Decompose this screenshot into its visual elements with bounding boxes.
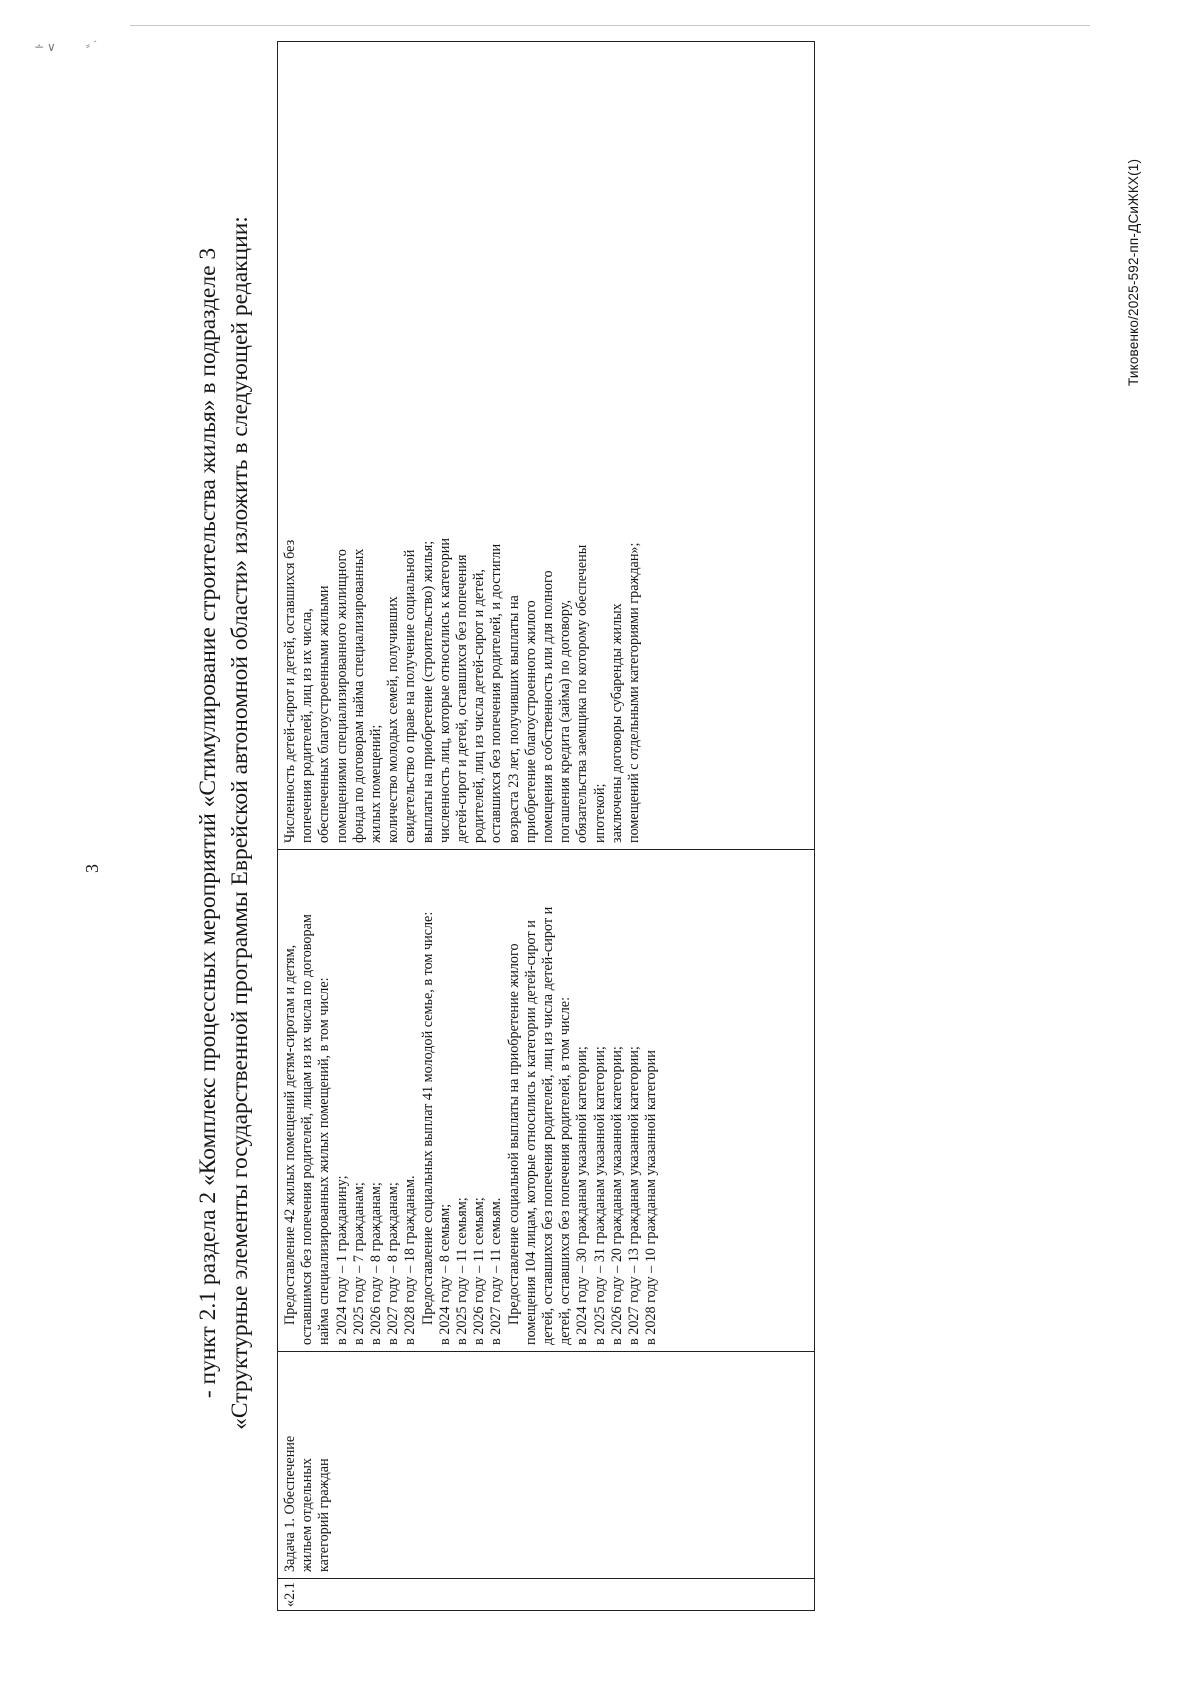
result-line: оставшихся без попечения родителей, и достигли [488,543,505,843]
result-line: обязательства заемщика по которому обеспечены [574,544,591,843]
measure-line: детей, оставшихся без попечения родителей, лиц из числа детей-сирот и [540,906,557,1345]
task-line: Задача 1. Обеспечение [282,1435,298,1572]
result-line: жилых помещений; [368,724,385,843]
result-line: свидетельство о праве на получение социальной [402,549,419,843]
measure-line: в 2024 году – 30 гражданам указанной категории; [574,1046,591,1345]
measure-line: помещения 104 лицам, которые относились к категории детей-сирот и [522,920,539,1345]
measure-line: Предоставление 42 жилых помещений детям-сиротам и детям, [282,944,298,1325]
measure-line: Предоставление социальной выплаты на приобретение жилого [505,943,522,1325]
structure-table [277,41,815,1611]
measures-cell [278,850,814,1352]
result-line: возраста 23 лет, получивших выплаты на [505,595,522,843]
heading-line-1: - пункт 2.1 раздела 2 «Комплекс процессных мероприятий «Стимулирование строительства жилья» в подразделе 3 [195,247,221,1399]
result-line: фонда по договорам найма специализированных [350,548,367,843]
scan-artifact-mark: ⸗ ˊ [86,38,97,52]
measure-line: найма специализированных жилых помещений, в том числе: [316,977,333,1345]
measure-line: в 2025 году – 31 гражданам указанной категории; [591,1046,608,1345]
scan-artifact-mark: ∸ ∨ [34,40,56,54]
measure-line: в 2027 году – 11 семьям. [488,1197,505,1345]
measure-line: Предоставление социальных выплат 41 молодой семье, в том числе: [419,911,436,1325]
result-line: попечения родителей, лиц из их числа, [299,608,316,843]
page-heading [192,43,256,1603]
measure-line: в 2025 году – 11 семьям; [454,1197,471,1345]
task-line: категорий граждан [316,1458,333,1572]
task-line: жильем отдельных [299,1458,316,1572]
measure-line: в 2027 году – 13 гражданам указанной категории; [626,1046,643,1345]
scan-edge-line [130,25,1090,26]
result-line: ипотекой; [591,783,608,843]
measure-line: в 2027 году – 8 гражданам; [385,1182,402,1345]
measure-line: в 2028 году – 18 гражданам. [402,1175,419,1345]
measure-line: оставшимся без попечения родителей, лицам из их числа по договорам [299,914,316,1345]
result-line: помещения в собственность или для полного [540,570,557,843]
result-line: обеспеченных благоустроенными жилыми [316,585,333,843]
row-number-cell [278,1579,814,1610]
measure-line: в 2028 году – 10 гражданам указанной категории [643,1050,660,1345]
result-line: выплаты на приобретение (строительство) жилья; [419,540,436,843]
measure-line: в 2026 году – 8 гражданам; [368,1182,385,1345]
measure-line: детей, оставшихся без попечения родителей, в том числе: [557,996,574,1345]
result-line: численность лиц, которые относились к категории [436,538,453,843]
result-line: помещений с отдельными категориями граждан»; [626,542,643,843]
document-id-footer: Тиковенко/2025-592-пп-ДСиЖКХ(1) [1126,158,1141,386]
result-line: родителей, лиц из числа детей-сирот и детей, [471,569,488,843]
heading-line-2: «Структурные элементы государственной программы Еврейской автономной области» изложить в следующей редакции: [227,216,253,1430]
page-number: 3 [82,864,102,873]
measure-line: в 2025 году – 7 гражданам; [350,1182,367,1345]
measure-line: в 2026 году – 11 семьям; [471,1197,488,1345]
measure-line: в 2024 году – 8 семьям; [436,1203,453,1345]
result-line: детей-сирот и детей, оставшихся без попечения [454,554,471,843]
measure-line: в 2024 году – 1 гражданину; [333,1175,350,1345]
result-line: погашения кредита (займа) по договору, [557,599,574,843]
results-cell [278,42,814,850]
result-line: приобретение благоустроенного жилого [522,600,539,843]
result-line: количество молодых семей, получивших [385,596,402,843]
result-line: заключены договоры субаренды жилых [608,603,625,843]
row-number: «2.1 [282,1582,298,1607]
measure-line: в 2026 году – 20 гражданам указанной категории; [608,1046,625,1345]
result-line: помещениями специализированного жилищного [333,548,350,843]
result-line: Численность детей-сирот и детей, оставшихся без [282,539,298,843]
task-cell [278,1352,814,1579]
